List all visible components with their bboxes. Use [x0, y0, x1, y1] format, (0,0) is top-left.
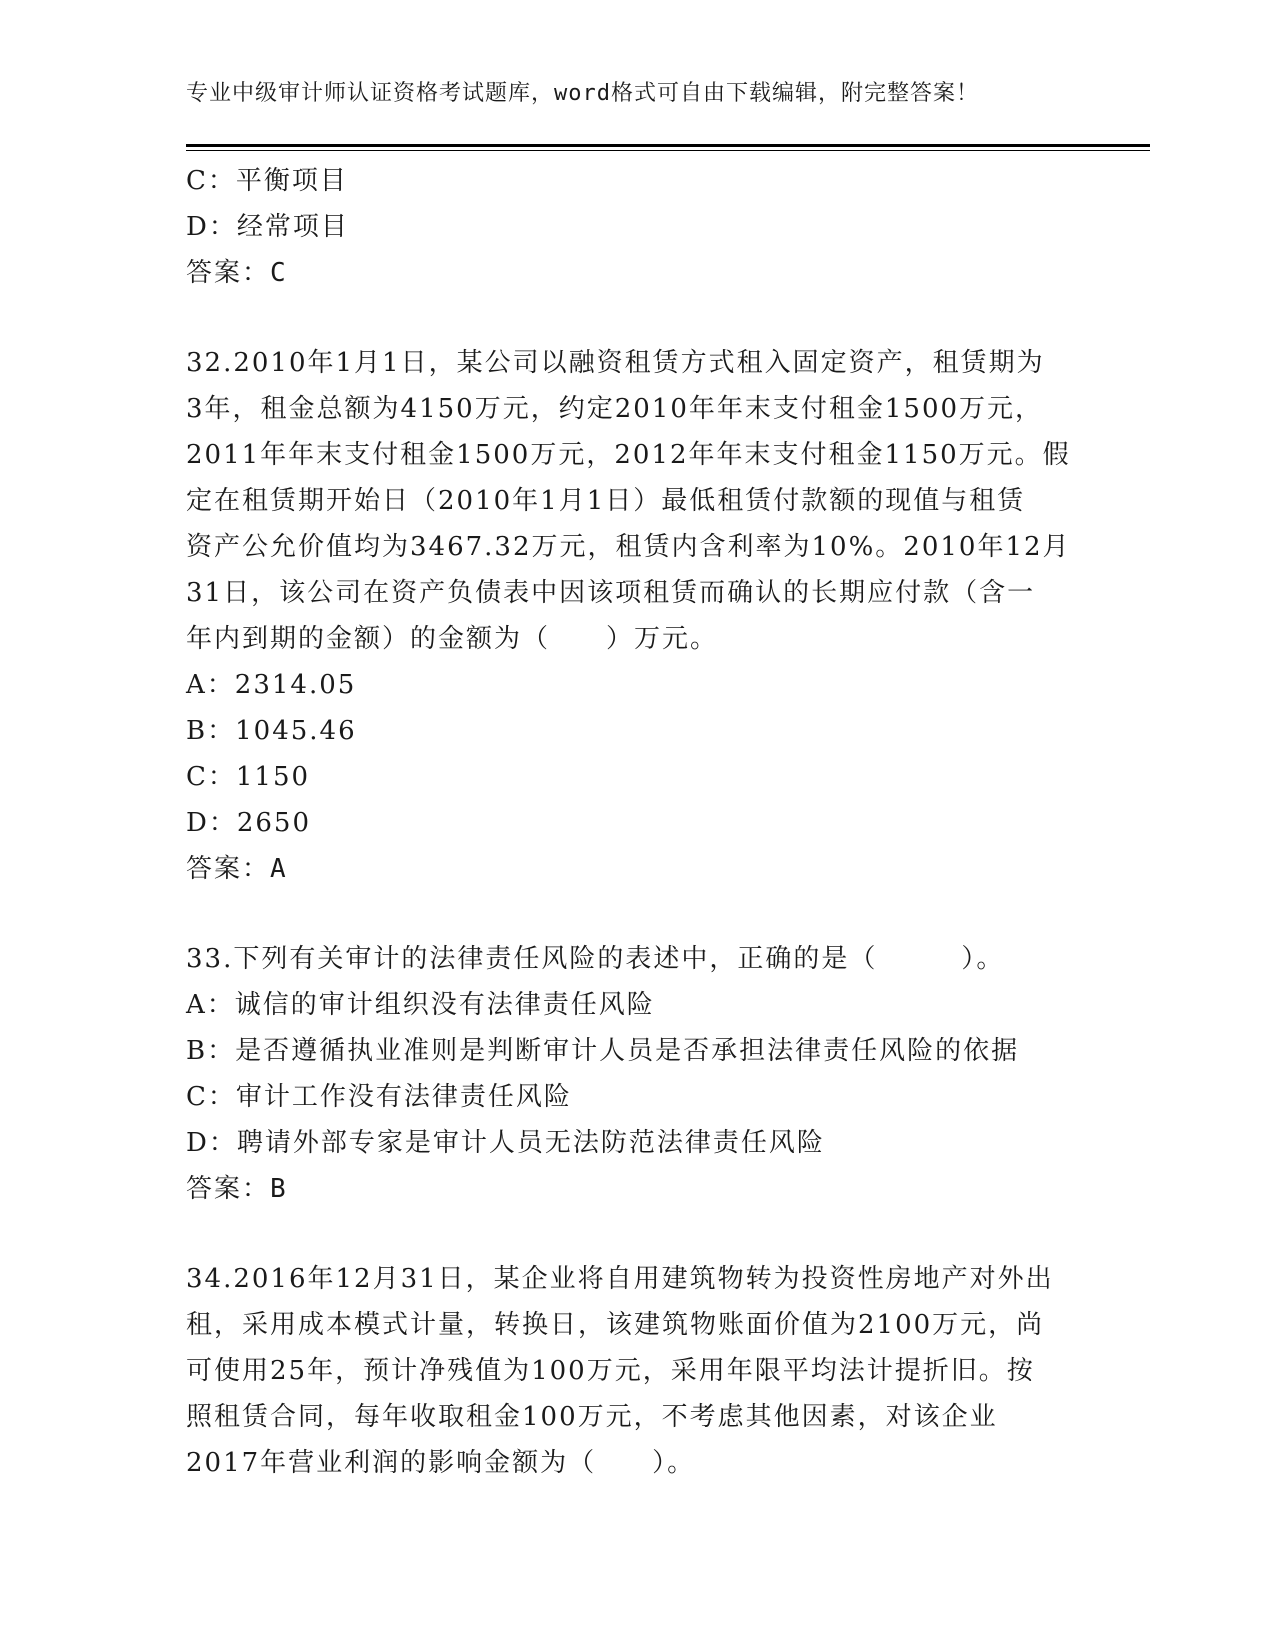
question-stem-line: 可使用25年，预计净残值为100万元，采用年限平均法计提折旧。按: [186, 1356, 1035, 1386]
option-d: D：2650: [186, 808, 312, 838]
option-b: B：1045.46: [186, 716, 357, 746]
question-spacer: [186, 892, 1086, 936]
header-rule-thick: [186, 144, 1150, 147]
document-body: [186, 158, 1086, 1486]
header-rule-thin: [186, 150, 1150, 151]
option-c: C：1150: [186, 762, 311, 792]
question-stem-line: 定在租赁期开始日（2010年1月1日）最低租赁付款额的现值与租赁: [186, 486, 1026, 516]
answer-line: 答案：A: [186, 854, 288, 884]
question-34: [186, 1256, 1086, 1486]
page-header-text: 专业中级审计师认证资格考试题库，word格式可自由下载编辑，附完整答案！: [186, 81, 979, 106]
answer-line: 答案：B: [186, 1174, 288, 1204]
question-32: [186, 340, 1086, 892]
question-33: [186, 936, 1086, 1212]
question-stem-line: 31日，该公司在资产负债表中因该项租赁而确认的长期应付款（含一: [186, 578, 1036, 608]
option-d: D：聘请外部专家是审计人员无法防范法律责任风险: [186, 1128, 825, 1158]
question-stem-line: 资产公允价值均为3467.32万元，租赁内含利率为10%。2010年12月: [186, 532, 1071, 562]
question-stem-line: 3年，租金总额为4150万元，约定2010年年末支付租金1500万元，: [186, 394, 1044, 424]
option-a: A：2314.05: [186, 670, 357, 700]
option-d: D：经常项目: [186, 212, 349, 242]
question-spacer: [186, 1212, 1086, 1256]
option-c: C：平衡项目: [186, 166, 348, 196]
question-stem-line: 照租赁合同，每年收取租金100万元，不考虑其他因素，对该企业: [186, 1402, 998, 1432]
question-stem-line: 32.2010年1月1日，某公司以融资租赁方式租入固定资产，租赁期为: [186, 348, 1045, 378]
question-stem-line: 2011年年末支付租金1500万元，2012年年末支付租金1150万元。假: [186, 440, 1071, 470]
question-spacer: [186, 296, 1086, 340]
question-31-tail: [186, 158, 1086, 296]
question-stem-line: 34.2016年12月31日，某企业将自用建筑物转为投资性房地产对外出: [186, 1264, 1054, 1294]
question-stem-line: 33.下列有关审计的法律责任风险的表述中，正确的是（ ）。: [186, 944, 1005, 974]
question-stem-line: 年内到期的金额）的金额为（ ）万元。: [186, 624, 719, 654]
answer-line: 答案：C: [186, 258, 288, 288]
option-b: B：是否遵循执业准则是判断审计人员是否承担法律责任风险的依据: [186, 1036, 1020, 1066]
question-stem-line: 租，采用成本模式计量，转换日，该建筑物账面价值为2100万元，尚: [186, 1310, 1045, 1340]
option-a: A：诚信的审计组织没有法律责任风险: [186, 990, 655, 1020]
question-stem-line: 2017年营业利润的影响金额为（ ）。: [186, 1448, 696, 1478]
option-c: C：审计工作没有法律责任风险: [186, 1082, 572, 1112]
